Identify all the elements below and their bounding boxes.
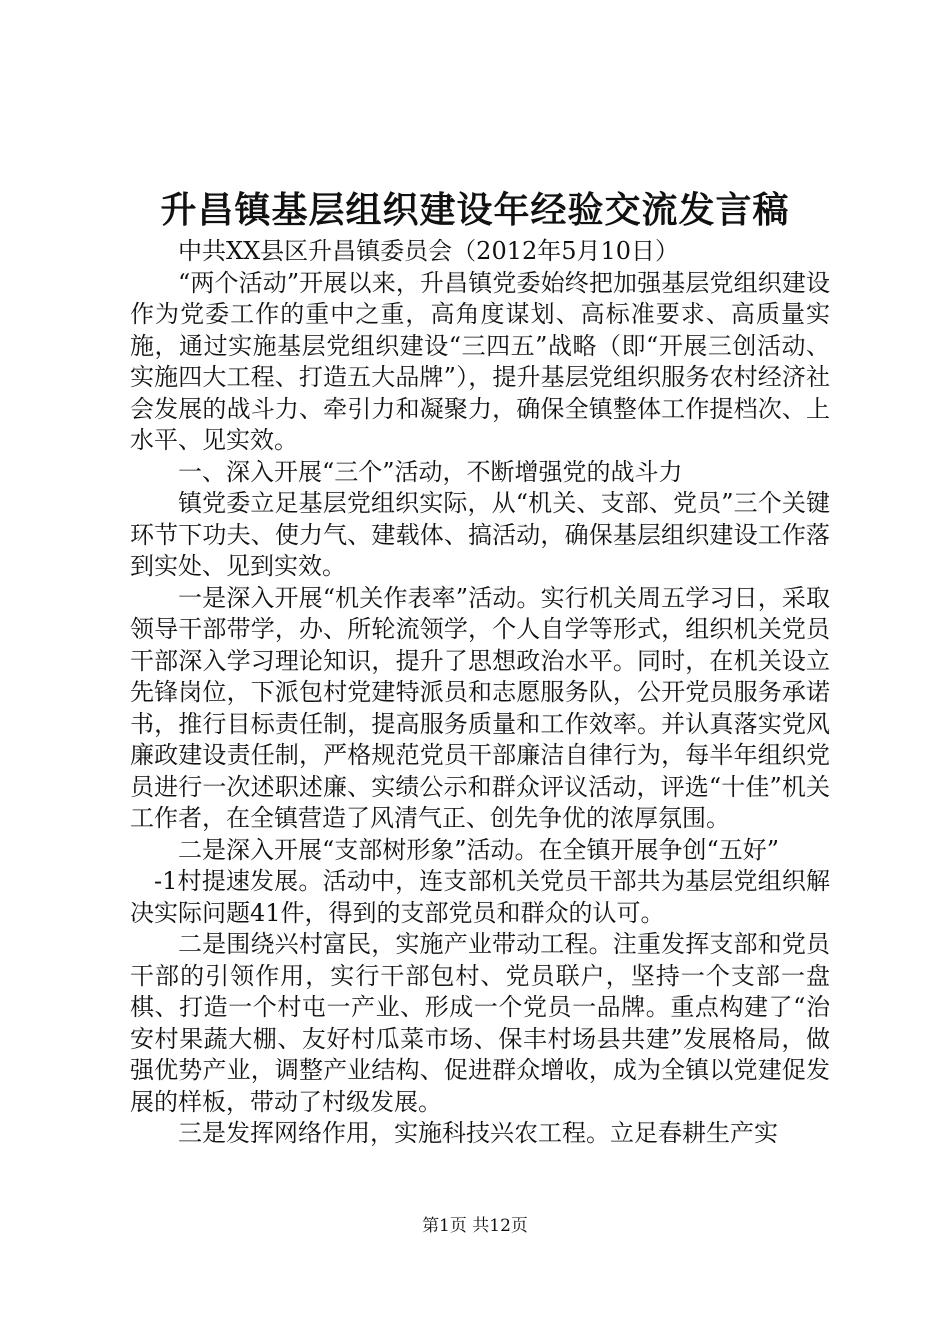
- body-paragraph: “两个活动”开展以来，升昌镇党委始终把加强基层党组织建设作为党委工作的重中之重，高角度谋划、高标准要求、高质量实施，通过实施基层党组织建设“三四五”战略（即“开展三创活动、实施四大工程、打造五大品牌”），提升基层党组织服务农村经济社会发展的战斗力、牵引力和凝聚力，确保全镇整体工作提档次、上水平、见实效。: [130, 268, 830, 454]
- page-footer: 第1页 共12页: [422, 1216, 528, 1236]
- author-date-line: 中共XX县区升昌镇委员会（2012年5月10日）: [178, 237, 680, 265]
- document-title: 升昌镇基层组织建设年经验交流发言稿: [160, 189, 790, 231]
- body-paragraph: 三是发挥网络作用，实施科技兴农工程。立足春耕生产实: [178, 1119, 778, 1147]
- body-paragraph: -1村提速发展。活动中，连支部机关党员干部共为基层党组织解决实际问题41件，得到的支部党员和群众的认可。: [130, 867, 830, 927]
- body-paragraph: 二是深入开展“支部树形象”活动。在全镇开展争创“五好”: [178, 835, 780, 864]
- body-paragraph: 镇党委立足基层党组织实际，从“机关、支部、党员”三个关键环节下功夫、使力气、建载体、搞活动，确保基层组织建设工作落到实处、见到实效。: [130, 489, 830, 580]
- document-body: [130, 236, 830, 1150]
- body-paragraph: 二是围绕兴村富民，实施产业带动工程。注重发挥支部和党员干部的引领作用，实行干部包村、党员联户，坚持一个支部一盘棋、打造一个村屯一产业、形成一个党员一品牌。重点构建了“治安村果蔬大棚、友好村瓜菜市场、保丰村场县共建”发展格局，做强优势产业，调整产业结构、促进群众增收，成为全镇以党建促发展的样板，带动了村级发展。: [130, 930, 830, 1116]
- section-heading: 一、深入开展“三个”活动，不断增强党的战斗力: [178, 457, 683, 486]
- body-paragraph: 一是深入开展“机关作表率”活动。实行机关周五学习日，采取领导干部带学，办、所轮流领学，个人自学等形式，组织机关党员干部深入学习理论知识，提升了思想政治水平。同时，在机关设立先锋岗位，下派包村党建特派员和志愿服务队，公开党员服务承诺书，推行目标责任制，提高服务质量和工作效率。并认真落实党风廉政建设责任制，严格规范党员干部廉洁自律行为，每半年组织党员进行一次述职述廉、实绩公示和群众评议活动，评选“十佳”机关工作者，在全镇营造了风清气正、创先争优的浓厚氛围。: [130, 583, 830, 832]
